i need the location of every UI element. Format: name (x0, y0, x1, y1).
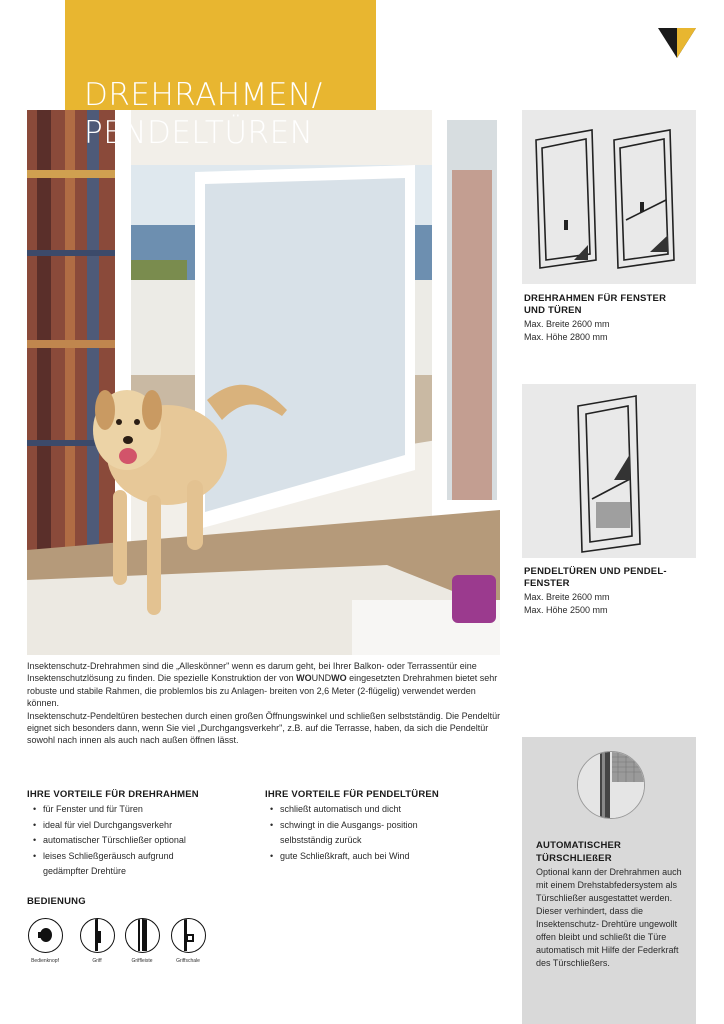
benefits-drehrahmen-list (33, 802, 233, 880)
operation-title: BEDIENUNG (27, 896, 86, 907)
handle-bar-icon (125, 918, 160, 953)
product-spec-height: Max. Höhe 2800 mm (524, 332, 608, 342)
handle-bar-label: Griffleiste (131, 958, 153, 964)
product-title-line: PENDELTÜREN UND PENDEL- (524, 566, 667, 577)
knob-icon (28, 918, 63, 953)
benefits-pendel-title: IHRE VORTEILE FÜR PENDELTÜREN (265, 789, 439, 800)
pendeltuer-diagram-icon (522, 384, 696, 558)
page-title-line2: PENDELTÜREN (84, 115, 314, 151)
product-title-line: FENSTER (524, 578, 570, 589)
door-closer-title (536, 840, 686, 865)
door-closer-description: Optional kann der Drehrahmen auch mit einem Drehstabfedersystem als Türschließer ausgestattet werden. Dieser verhindert, dass die Insektenschutz- Drehtüre ungewollt offen bleibt und schließt die Türe automatisch mit Hilfe der Federkraft des Türschließers. (536, 867, 682, 968)
description-paragraph-1 (27, 660, 505, 710)
list-item: • schwingt in die Ausgangs- position selbstständig zurück (270, 818, 430, 849)
text-run: Insektenschutz-Drehrahmen sind die „Alleskönner" wenn es darum geht, bei Ihrer Balkon- oder Terrassentür eine Insektenschutzlösung zu finden. Die spezielle Konstruktion der von (27, 661, 477, 684)
drehrahmen-diagram-icon (522, 110, 696, 284)
door-closer-title-line: AUTOMATISCHER (536, 840, 622, 851)
description-paragraph-2: Insektenschutz-Pendeltüren bestechen durch einen großen Öffnungswinkel und schließen selbstständig. Die Pendeltür eignet sich besonders dann, wenn Sie viel „Durchgangsverkehr", z.B. auf die Terrasse, haben, da sich die Pendeltür sowohl nach innen als auch nach außen öffnen lässt. (27, 710, 501, 746)
benefits-drehrahmen-title: IHRE VORTEILE FÜR DREHRAHMEN (27, 789, 199, 800)
product-spec-width: Max. Breite 2600 mm (524, 592, 610, 602)
page-title (84, 76, 384, 152)
product-spec-height: Max. Höhe 2500 mm (524, 605, 608, 615)
product-image-drehrahmen (522, 110, 696, 284)
product-spec-width: Max. Breite 2600 mm (524, 319, 610, 329)
product-specs-drehrahmen (524, 318, 610, 344)
brand-name: WO (296, 673, 312, 684)
knob-label: Bedienknopf (31, 958, 59, 964)
list-item: • leises Schließgeräusch aufgrund gedämpfter Drehtüre (33, 849, 213, 880)
hero-photo (27, 110, 500, 655)
page-title-line1: DREHRAHMEN/ (84, 77, 323, 113)
list-item: • gute Schließkraft, auch bei Wind (270, 849, 450, 865)
product-title-drehrahmen (524, 293, 666, 317)
product-title-pendel (524, 566, 667, 590)
handle-icon (80, 918, 115, 953)
description-text (27, 660, 505, 747)
product-image-pendel (522, 384, 696, 558)
product-title-line: UND TÜREN (524, 305, 582, 316)
list-item: • ideal für viel Durchgangsverkehr (33, 818, 233, 834)
triangle-logo-icon (658, 28, 696, 58)
handle-label: Griff (92, 958, 102, 964)
list-item: • für Fenster und für Türen (33, 802, 233, 818)
product-title-line: DREHRAHMEN FÜR FENSTER (524, 293, 667, 304)
text-run: eingesetzten Drehrahmen bietet sehr robuste und stabile Rahmen, die problemlos bis zu Anlagen- breiten von 2,6 Meter (2-flügelig) verwendet werden können. (27, 673, 498, 709)
door-closer-title-line: TÜRSCHLIEßER (536, 852, 612, 864)
brand-name: WO (331, 673, 347, 684)
handle-shell-icon (171, 918, 206, 953)
handle-shell-label: Griffschale (176, 958, 200, 964)
door-closer-image (577, 751, 645, 819)
product-specs-pendel (524, 591, 610, 617)
list-item: • automatischer Türschließer optional (33, 833, 233, 849)
brand-name: UND (311, 673, 332, 684)
list-item: • schließt automatisch und dicht (270, 802, 450, 818)
benefits-pendel-list (270, 802, 450, 864)
